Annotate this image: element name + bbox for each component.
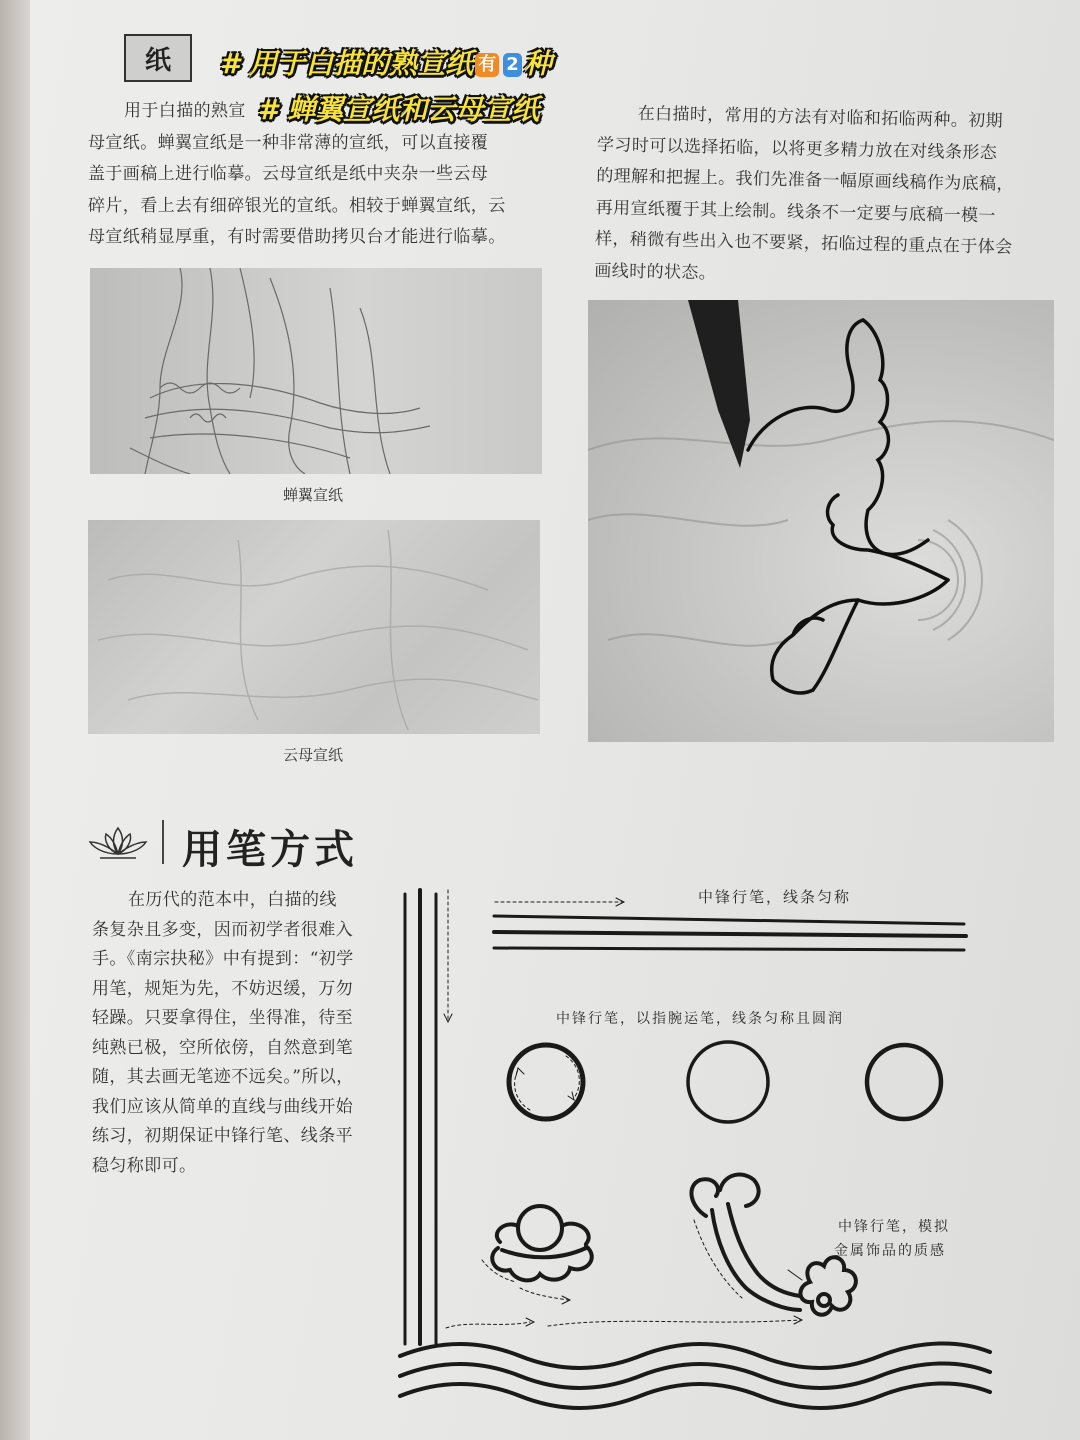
right-paragraph-line: 在白描时，常用的方法有对临和拓临两种。初期	[637, 103, 1004, 132]
lower-paragraph-line: 在历代的范本中，白描的线	[128, 890, 337, 910]
horizontal-line	[494, 916, 964, 924]
overlay-tag-line1-prefix: # 用于白描的熟宣纸	[220, 47, 474, 80]
overlay-tag-line2: # 蝉翼宣纸和云母宣纸	[258, 93, 540, 126]
overlay-tag-line1-suffix: 种	[523, 47, 552, 80]
mica-texture	[88, 520, 540, 734]
left-paragraph	[88, 96, 558, 254]
lower-paragraph-line: 手。《南宗抉秘》中有提到：“初学	[92, 949, 354, 969]
heading-divider	[162, 820, 164, 864]
right-paragraph-line: 学习时可以选择拓临，以将更多精力放在对线条形态	[596, 134, 998, 163]
brush-tracing-illustration	[588, 300, 1054, 742]
wave-line	[400, 1383, 990, 1408]
left-paragraph-line: 盖于画稿上进行临摹。云母宣纸是纸中夹杂一些云母	[88, 164, 489, 184]
annotation-ornament-line1: 中锋行笔，模拟	[838, 1219, 950, 1235]
left-paragraph-line: 碎片，看上去有细碎银光的宣纸。相较于蝉翼宣纸，云	[88, 195, 506, 216]
right-paragraph-line: 的理解和把握上。我们先准备一幅原画线稿作为底稿，	[596, 165, 1015, 195]
brush-practice-illustration	[390, 870, 1030, 1430]
lower-paragraph-line: 稳匀称即可。	[92, 1155, 197, 1176]
emoji-you-icon: 有	[475, 53, 499, 77]
scroll-ornament	[691, 1175, 855, 1315]
left-paragraph-line: 用于白描的熟宣	[124, 101, 246, 121]
right-paragraph	[594, 98, 1068, 297]
section-label: 纸	[124, 34, 192, 82]
right-paragraph-line: 样，稍微有些出入也不要紧，拓临过程的重点在于体会	[594, 228, 1013, 258]
annotation-circles: 中锋行笔，以指腕运笔，线条匀称且圆润	[556, 1011, 844, 1027]
lower-paragraph-line: 练习，初期保证中锋行笔、线条平	[92, 1126, 353, 1146]
lower-paragraph-line: 随，其去画无笔迹不远矣。”所以，	[92, 1067, 354, 1087]
lower-paragraph-line: 轻躁。只要拿得住，坐得准，待至	[92, 1008, 353, 1028]
lower-paragraph-line: 我们应该从简单的直线与曲线开始	[92, 1096, 353, 1117]
annotation-ornament-line2: 金属饰品的质感	[834, 1243, 946, 1259]
overlay-tag-line1	[220, 42, 552, 82]
lower-paragraph-line: 用笔，规矩为先，不妨迟缓，万勿	[92, 978, 353, 999]
cicada-wing-paper-photo	[90, 268, 542, 474]
annotation-lines: 中锋行笔，线条匀称	[698, 888, 852, 906]
left-paragraph-line: 母宣纸稍显厚重，有时需要借助拷贝台才能进行临摹。	[88, 227, 506, 247]
horizontal-line	[494, 932, 966, 936]
lower-paragraph-line: 条复杂且多变，因而初学者很难入	[92, 919, 353, 940]
caption-mica-paper: 云母宣纸	[283, 746, 344, 764]
tracing-demo-photo	[588, 300, 1054, 742]
lower-paragraph	[92, 886, 382, 1181]
section-heading: 用笔方式	[182, 826, 358, 873]
cloud-ornament	[492, 1206, 592, 1280]
lotus-icon	[86, 822, 150, 862]
lower-paragraph-line: 纯熟已极，空所依傍，自然意到笔	[92, 1037, 353, 1058]
right-paragraph-line: 画线时的状态。	[594, 260, 717, 284]
mica-paper-photo	[88, 520, 540, 734]
circle-stroke	[688, 1042, 768, 1122]
book-spine	[0, 0, 30, 1440]
circle-stroke	[867, 1045, 941, 1119]
horizontal-line	[494, 948, 964, 950]
figure-sketch-illustration	[90, 268, 542, 474]
circle-stroke	[509, 1045, 583, 1119]
right-paragraph-line: 再用宣纸覆于其上绘制。线条不一定要与底稿一模一	[595, 197, 997, 226]
emoji-two-icon: 2	[503, 53, 522, 77]
left-paragraph-line: 母宣纸。蝉翼宣纸是一种非常薄的宣纸，可以直接覆	[88, 132, 489, 153]
caption-cicada-wing-paper: 蝉翼宣纸	[283, 486, 344, 504]
